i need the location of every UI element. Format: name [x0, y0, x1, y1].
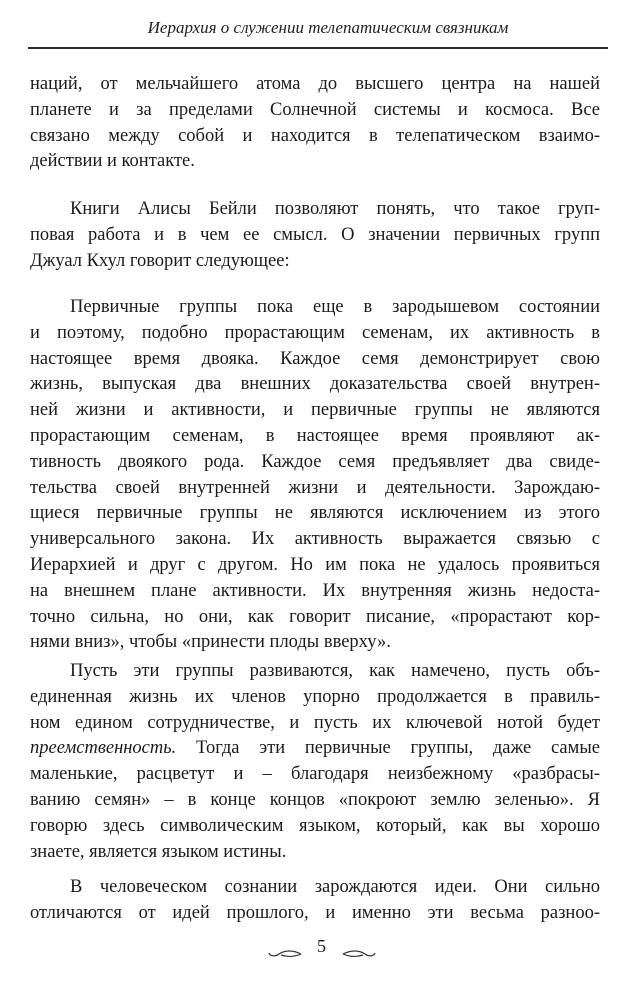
page-footer: [0, 936, 643, 957]
text-line: универсального закона. Их активность выражается связью с: [30, 529, 600, 550]
paragraph-continuation: [30, 72, 600, 175]
running-header: Иерархия о служении телепатическим связникам: [147, 18, 509, 37]
paragraph-groups-develop: [30, 659, 600, 865]
text-line: наций, от мельчайшего атома до высшего центра на нашей: [30, 74, 600, 94]
text-line: Пусть эти группы развиваются, как намечено, пусть объ-: [70, 661, 600, 681]
text-line: маленькие, расцветут и – благодаря неизбежному «разбрасы-: [30, 764, 600, 785]
text-line: действии и контакте.: [30, 151, 195, 172]
text-line: ванию семян» – в конце концов «покроют землю зеленью». Я: [30, 789, 600, 810]
text-line: ней жизни и активности, и первичные группы не являются: [30, 400, 600, 421]
paragraph-intro-bailey: [30, 197, 600, 274]
page-number: 5: [317, 936, 326, 956]
left-flourish-icon: [267, 943, 303, 953]
text-line: говорю здесь символическим языком, который, как вы хорошо: [30, 815, 600, 836]
paragraph-human-consciousness: [30, 875, 600, 927]
text-line: [30, 736, 600, 762]
text-line: планете и за пределами Солнечной системы и космоса. Все: [30, 99, 600, 120]
text-line: знаете, является языком истины.: [30, 841, 287, 862]
text-line: повая работа и в чем ее смысл. О значении первичных групп: [30, 224, 600, 245]
text-line: единенная жизнь их членов упорно продолжается в правиль-: [30, 686, 600, 707]
text-line: отличаются от идей прошлого, и именно эти весьма разноо-: [30, 902, 600, 923]
text-line: точно сильна, но они, как говорит писание, «прорастают кор-: [30, 606, 600, 627]
text-line: жизнь, выпуская два внешних доказательства своей внутрен-: [30, 374, 600, 395]
text-fragment: Тогда эти первичные группы, даже самые: [176, 738, 600, 759]
paragraph-primary-groups: [30, 295, 600, 656]
text-line: Иерархией и друг с другом. Но им пока не удалось проявиться: [30, 554, 600, 575]
text-line: В человеческом сознании зарождаются идеи. Они сильно: [70, 877, 600, 897]
text-line: связано между собой и находится в телепатическом взаимо-: [30, 125, 600, 146]
text-line: нями вниз», чтобы «принести плоды вверху».: [30, 632, 391, 653]
text-line: тивность двоякого рода. Каждое семя предъявляет два свиде-: [30, 451, 600, 472]
text-line: щиеся первичные группы не являются исключением из этого: [30, 503, 600, 524]
emphasis-word: преемственность.: [30, 738, 177, 759]
text-line: ном едином сотрудничестве, и пусть их ключевой нотой будет: [30, 712, 600, 733]
text-line: и поэтому, подобно прорастающим семенам, их активность в: [30, 322, 600, 343]
header-rule: [28, 47, 608, 49]
text-line: прорастающим семенам, в настоящее время проявляют ак-: [30, 425, 600, 446]
text-line: Джуал Кхул говорит следующее:: [30, 250, 290, 271]
text-line: Книги Алисы Бейли позволяют понять, что такое груп-: [70, 199, 600, 219]
text-line: Первичные группы пока еще в зародышевом состоянии: [70, 297, 600, 317]
text-line: тельства своей внутренней жизни и деятельности. Зарождаю-: [30, 477, 600, 498]
right-flourish-icon: [341, 943, 377, 953]
text-line: на внешнем плане активности. Их внутренняя жизнь недоста-: [30, 580, 600, 601]
text-line: настоящее время двояка. Каждое семя демонстрирует свою: [30, 348, 600, 369]
